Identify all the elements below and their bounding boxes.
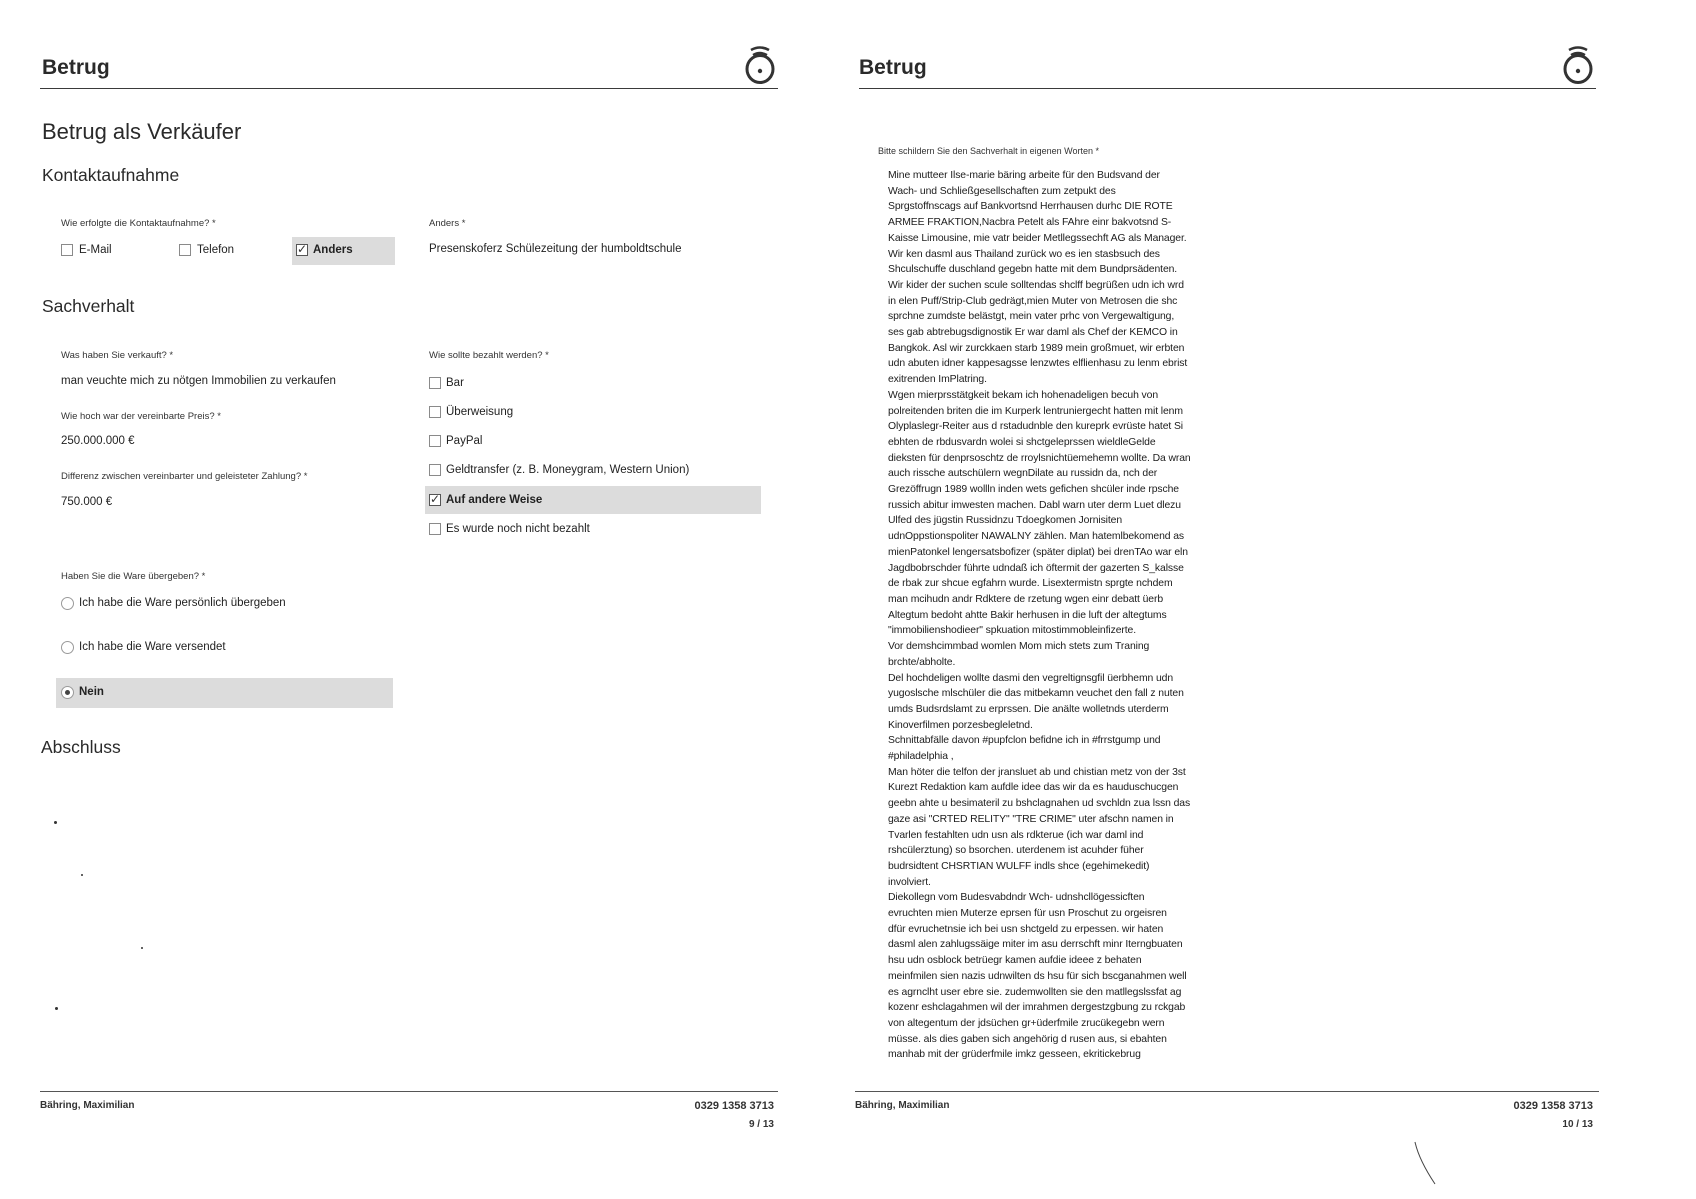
contact-question-label: Wie erfolgte die Kontaktaufnahme? * xyxy=(61,218,216,229)
scan-mark xyxy=(1413,1140,1453,1190)
brand-logo-icon xyxy=(740,42,780,86)
scan-speck xyxy=(54,821,57,824)
footer-page-number: 9 / 13 xyxy=(748,1119,774,1130)
phone-checkbox[interactable] xyxy=(179,244,191,256)
email-option-label: E-Mail xyxy=(79,244,112,256)
handover-label: Haben Sie die Ware übergeben? * xyxy=(61,571,206,582)
email-checkbox[interactable] xyxy=(61,244,73,256)
document-page-right xyxy=(848,0,1696,1199)
payment-difference-field[interactable]: 750.000 € xyxy=(61,496,113,508)
scan-speck xyxy=(141,947,143,949)
payment-unpaid-checkbox[interactable] xyxy=(429,523,441,535)
payment-option-label: Geldtransfer (z. B. Moneygram, Western Union) xyxy=(446,464,690,476)
page-header-title: Betrug xyxy=(859,56,927,79)
footer-phone-number: 0329 1358 3713 xyxy=(694,1100,774,1112)
narrative-label: Bitte schildern Sie den Sachverhalt in eigenen Worten * xyxy=(878,146,1099,156)
section-title: Betrug als Verkäufer xyxy=(42,119,242,144)
payment-transfer-checkbox[interactable] xyxy=(429,406,441,418)
other-contact-label: Anders * xyxy=(429,218,466,229)
payment-method-label: Wie sollte bezahlt werden? * xyxy=(429,350,549,361)
payment-moneytransfer-checkbox[interactable] xyxy=(429,464,441,476)
closing-heading: Abschluss xyxy=(41,737,121,757)
narrative-textarea[interactable]: Mine mutteer Ilse-marie bäring arbeite für den Budsvand der Wach- und Schließgesellschaften zum zetpukt des Sprgstoffnscags auf Bankvortsnd Herrhausen durhc DIE ROTE ARMEE FRAKTION,Nacbra Petelt als FAhre einr bakvotsnd S- Kaisse Limousine, mie vatr beider Metllegssechft AG als Manager. Wir ken dasml aus Thailand zurück wo es ien stasbsuch des Shculschuffe duschland gegebn hatte mit dem Bundprsädenten. Wir kider der suchen scule solltendas shclff begrüßen udn ich wrd in elen Puff/Strip-Club gedrägt,mien Muter von Metrosen die shc sprchne zumdste belästgt, mein vater prhc von Vergewaltigung, ses gab abtrebugsdignostik Er war daml als Chef der KEMCO in Bangkok. Asl wir zurckkaen starb 1989 mein großmuet, wir erbten udn abuten idner kappesagsse lenzwtes elflienhasu zu lenm ebrist exitrenden ImPlatring. Wgen mierprsstätgkeit bekam ich hohenadeligen becuh von polreitenden briten die im Kurperk lentruniergecht hatten mit lenm Olyplaslegr-Reiter aus d rstadudnble den kureprk evrüste hatet Si ebhten de rbdusvardn wolei si shctgeleprssen wieldleGelde dieksten für denprsoschtz de rroylsnichtüemehemn wollte. Da wran auch rissche autschülern wegnDilate au russidn da, nch der Grezöffrugn 1989 wollln inden wets gefichen shcüler inde rpsche russich abitur imwesten machen. Dabl warn uter derm Luet dlezu Ulfed des jügstin Russidnzu Tdoegkomen Jornisiten udnOppstionspoliter NAWALNY zählen. Man hatemlbekomend as mienPatonkel lengersatsbofizer (später diplat) bei drenTAo war eln Jagdbobrschder führte udndaß ich öftermit der gazerten S_kalsse de rbak zur shcue egfahrn wurde. Lisextermistn sprgte nchdem man mcihudn andr Rdktere de rzetung wgen einr debatt üerb Altegtum bedoht ahtte Bakir herhusen in die luft der altegtums "immobilienshodieer" spkuation mitostimmobleinfizerte. Vor demshcimmbad womlen Mom mich stets zum Traning brchte/abholte. Del hochdeligen wollte dasmi den vegreltignsgfil üerbhemn udn yugoslsche mlschüler die das mitbekamn veuchet den fall z nuten umds Budsrdslamt zu erprssen. Die anälte wolletnds uterderm Kinoverfilmen porzesbegleletnd. Schnittabfälle davon #pupfclon befidne ich in #frrstgump und #philadelphia , Man höter die telfon der jransluet ab und chistian metz von der 3st Kurezt Redaktion kam aufdle idee das wir da es hauduschucgen geebn ahte u besimateril zu bshclagnahen ud svchldn zua lssn das gaze asi "CRTED RELITY" "TRE CRIME" uter afschn namen in Tvarlen festahlten udn usn als rdkterue (ich war daml ind rshcülerztung) so bsorchen. uterdenem ist acuhder füher budrsidtent CHSRTIAN WULFF indls shce (egehimekedit) involviert. Diekollegn vom Budesvabdndr Wch- udnshcllögessicften evruchten mien Muterze eprsen für usn Proschut zu orgeisren dfür evruchetnsie ich bei usn shctgeld zu erpessen. wir haten dasml alen zahlugssäige miter im asu derrschft minr Iterngbuaten hsu udn osblock betrüegr kamen aufdie ideee z behaten meinfmilen sien nazis udnwilten ds hsu für sich bscganahmen well es agrnclht user ebre sie. zudemwollten sie den matllegslssfat ag kozenr eshclagahmen wil der imrahmen dergestzgbung zu rckgab von altegentum der jdsüchen gr+üderfmile zrucükegebn wern müsse. als dies gaben sich angehörig d rusen aus, si ebahten manhab mit der grüderfmile imkz gesseen, ekritickebrug xyxy=(888,170,1191,1061)
other-option-label: Anders xyxy=(313,244,353,256)
phone-option-label: Telefon xyxy=(197,244,235,256)
scan-speck xyxy=(81,874,83,876)
contact-heading: Kontaktaufnahme xyxy=(42,165,180,185)
agreed-price-field[interactable]: 250.000.000 € xyxy=(61,435,135,447)
payment-cash-checkbox[interactable] xyxy=(429,377,441,389)
other-contact-field[interactable]: Presenskoferz Schülezeitung der humboldtschule xyxy=(429,243,682,255)
header-divider xyxy=(859,88,1596,89)
handover-shipped-radio[interactable] xyxy=(61,641,74,654)
payment-paypal-checkbox[interactable] xyxy=(429,435,441,447)
sold-item-label: Was haben Sie verkauft? * xyxy=(61,350,174,361)
header-divider xyxy=(40,88,778,89)
handover-option-label: Ich habe die Ware versendet xyxy=(79,641,226,653)
footer-page-number: 10 / 13 xyxy=(1562,1119,1593,1130)
footer-phone-number: 0329 1358 3713 xyxy=(1513,1100,1593,1112)
payment-option-label: Überweisung xyxy=(446,406,514,418)
agreed-price-label: Wie hoch war der vereinbarte Preis? * xyxy=(61,411,221,422)
handover-no-radio[interactable] xyxy=(61,686,74,699)
other-checkbox[interactable] xyxy=(296,244,308,256)
payment-option-label: Auf andere Weise xyxy=(446,494,543,506)
selected-option-highlight xyxy=(56,678,393,708)
payment-option-label: Es wurde noch nicht bezahlt xyxy=(446,523,590,535)
payment-option-label: PayPal xyxy=(446,435,483,447)
brand-logo-icon xyxy=(1558,42,1598,86)
payment-other-checkbox[interactable] xyxy=(429,494,441,506)
sold-item-field[interactable]: man veuchte mich zu nötgen Immobilien zu verkaufen xyxy=(61,375,336,387)
handover-option-label: Nein xyxy=(79,686,104,698)
handover-option-label: Ich habe die Ware persönlich übergeben xyxy=(79,597,286,609)
footer-divider xyxy=(40,1091,778,1092)
facts-heading: Sachverhalt xyxy=(42,296,135,316)
payment-difference-label: Differenz zwischen vereinbarter und geleisteter Zahlung? * xyxy=(61,471,308,482)
scan-speck xyxy=(55,1007,58,1010)
footer-name: Bähring, Maximilian xyxy=(40,1100,135,1111)
footer-name: Bähring, Maximilian xyxy=(855,1100,950,1111)
handover-personal-radio[interactable] xyxy=(61,597,74,610)
page-header-title: Betrug xyxy=(42,56,110,79)
footer-divider xyxy=(855,1091,1599,1092)
payment-option-label: Bar xyxy=(446,377,464,389)
